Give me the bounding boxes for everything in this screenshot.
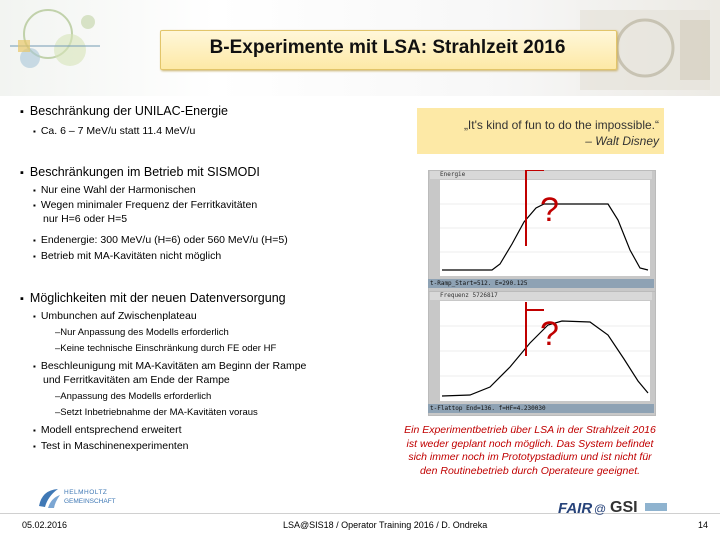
bullet-ma-acceleration: ▪ Beschleunigung mit MA-Kavitäten am Beginn der Rampe bbox=[33, 360, 306, 372]
note-line-3: sich immer noch im Prototypstadium und ist nicht für bbox=[408, 451, 652, 463]
note-line-4: den Routinebetrieb durch Operateure geeignet. bbox=[419, 464, 641, 477]
fair-logo: FAIR bbox=[558, 500, 593, 517]
bullet-unilac-energy: ▪ Beschränkung der UNILAC-Energie bbox=[20, 104, 228, 118]
bullet-new-data-supply: ▪ Möglichkeiten mit der neuen Datenversorgung bbox=[20, 291, 286, 305]
bullet-model-adjust-2: – Anpassung des Modells erforderlich bbox=[55, 391, 211, 402]
bullet-ferrite-frequency-cont: nur H=6 oder H=5 bbox=[43, 213, 128, 225]
bullet-ma-acceleration-cont: und Ferritkavitäten am Ende der Rampe bbox=[43, 374, 230, 386]
gsi-logo-mark bbox=[645, 503, 667, 511]
frequency-plot-footer: t-Flattop End=136. f=HF=4.230030 bbox=[430, 405, 546, 412]
gsi-logo: GSI bbox=[610, 499, 638, 516]
bullet-machine-tests: ▪ Test in Maschinenexperimenten bbox=[33, 440, 189, 452]
bullet-final-energy: ▪ Endenergie: 300 MeV/u (H=6) oder 560 MeV/u (H=5) bbox=[33, 234, 288, 246]
footer-date: 05.02.2016 bbox=[22, 520, 68, 530]
bullet-rebunching: ▪ Umbunchen auf Zwischenplateau bbox=[33, 310, 197, 322]
bullet-model-extended: ▪ Modell entsprechend erweitert bbox=[33, 424, 182, 436]
energy-plot-footer: t-Ramp_Start=512. E=290.125 bbox=[430, 280, 528, 287]
frequency-plot-header: Frequenz 5726817 bbox=[430, 292, 652, 300]
energy-plot-header: Energie bbox=[430, 171, 652, 179]
at-sign: @ bbox=[594, 502, 607, 516]
bullet-ferrite-frequency: ▪ Wegen minimaler Frequenz der Ferritkavitäten bbox=[33, 199, 257, 211]
bullet-model-adjust: – Nur Anpassung des Modells erforderlich bbox=[55, 327, 229, 338]
helmholtz-logo-icon bbox=[36, 486, 62, 510]
bullet-sismodi-limits: ▪ Beschränkungen im Betrieb mit SISMODI bbox=[20, 165, 260, 179]
bullet-commissioning: – Setzt Inbetriebnahme der MA-Kavitäten voraus bbox=[55, 407, 258, 418]
bullet-ma-cavities: ▪ Betrieb mit MA-Kavitäten nicht möglich bbox=[33, 250, 221, 262]
bullet-harmonic-choice: ▪ Nur eine Wahl der Harmonischen bbox=[33, 184, 196, 196]
helmholtz-logo-text-2: GEMEINSCHAFT bbox=[64, 498, 116, 505]
helmholtz-logo-text-1: HELMHOLTZ bbox=[64, 489, 108, 496]
question-mark-bottom: ? bbox=[540, 315, 559, 353]
header-decoration-graphic bbox=[0, 0, 110, 92]
footer-center-text: LSA@SIS18 / Operator Training 2016 / D. Ondreka bbox=[283, 520, 488, 530]
quote-text: „It's kind of fun to do the impossible.“ bbox=[463, 118, 659, 132]
note-line-2: ist weder geplant noch möglich. Das System befindet bbox=[406, 437, 654, 450]
note-line-1: Ein Experimentbetrieb über LSA in der Strahlzeit 2016 bbox=[404, 424, 656, 436]
slide-title: B-Experimente mit LSA: Strahlzeit 2016 bbox=[209, 37, 566, 58]
page-number: 14 bbox=[698, 520, 709, 530]
quote-author: – Walt Disney bbox=[585, 134, 659, 148]
operation-note bbox=[404, 424, 656, 478]
question-mark-top: ? bbox=[540, 191, 559, 229]
bullet-no-technical-limit: – Keine technische Einschränkung durch FE oder HF bbox=[55, 343, 276, 354]
bullet-unilac-energy-detail: ▪ Ca. 6 – 7 MeV/u statt 11.4 MeV/u bbox=[33, 125, 195, 137]
